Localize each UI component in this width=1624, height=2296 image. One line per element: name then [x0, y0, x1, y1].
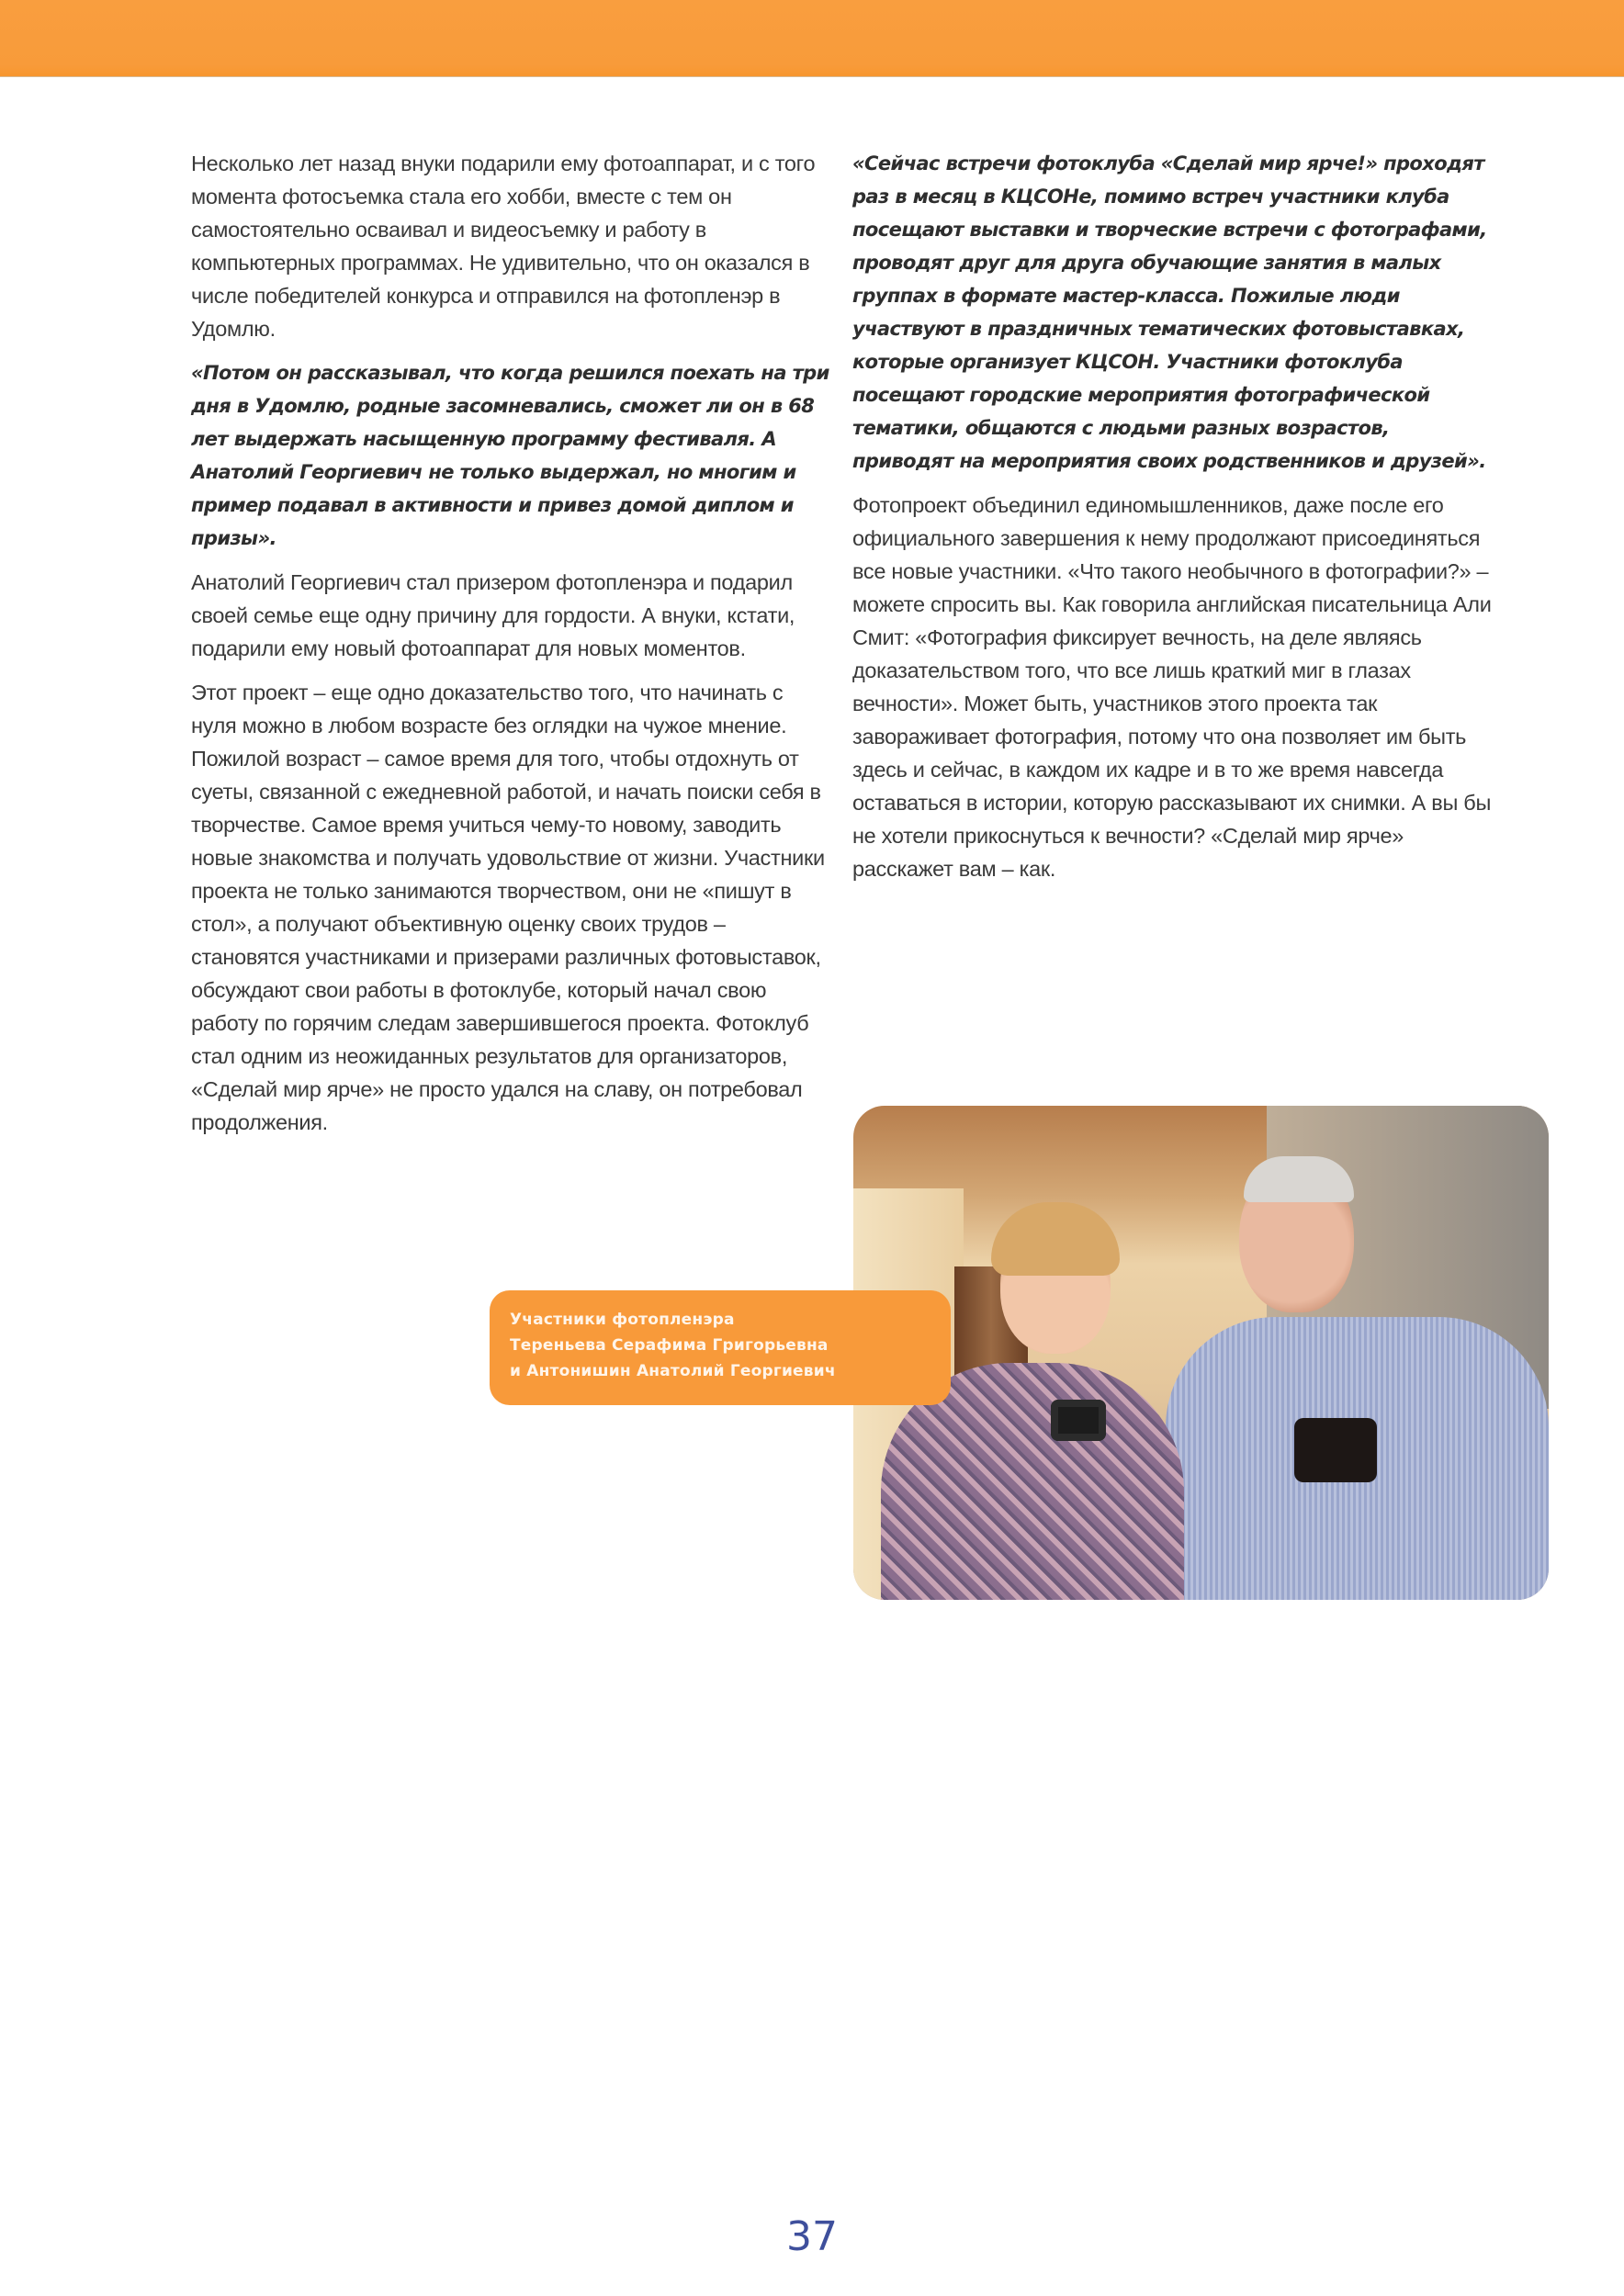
quote-paragraph: «Сейчас встречи фотоклуба «Сделай мир ярче!» проходят раз в месяц в КЦСОНе, помимо встреч участники клуба посещают выставки и творческие встречи с фотографами, проводят друг для друга обучающие занятия в малых группах в формате мастер-класса. Пожилые люди участвуют в праздничных тематических фотовыставках, которые организует КЦСОН. Участники фотоклуба посещают городские мероприятия фотографической тематики, общаются с людьми разных возрастов, приводят на мероприятия своих родственников и друзей». [852, 152, 1487, 472]
left-column [191, 147, 834, 1150]
page-number: 37 [786, 2213, 838, 2260]
paragraph: Этот проект – еще одно доказательство того, что начинать с нуля можно в любом возрасте без оглядки на чужое мнение. Пожилой возраст – самое время для того, чтобы отдохнуть от суеты, связанной с ежедневной работой, и начать поиски себя в творчестве. Самое время учиться чему-то новому, заводить новые знакомства и получать удовольствие от жизни. Участники проекта не только занимаются творчеством, они не «пишут в стол», а получают объективную оценку своих трудов – становятся участниками и призерами различных фотовыставок, обсуждают свои работы в фотоклубе, который начал свою работу по горячим следам завершившегося проекта. Фотоклуб стал одним из неожиданных результатов для организаторов, «Сделай мир ярче» не просто удался на славу, он потребовал продолжения. [191, 681, 825, 1134]
caption-line: Участники фотопленэра [510, 1311, 735, 1329]
caption-line: Тереньева Серафима Григорьевна [510, 1336, 829, 1355]
paragraph: Несколько лет назад внуки подарили ему фотоаппарат, и с того момента фотосъемка стала его хобби, вместе с тем он самостоятельно осваивал и видеосъемку и работу в компьютерных программах. Не удивительно, что он оказался в числе победителей конкурса и отправился на фотопленэр в Удомлю. [191, 152, 816, 341]
right-column [852, 147, 1495, 896]
photo-caption [490, 1290, 951, 1405]
quote-paragraph: «Потом он рассказывал, что когда решился поехать на три дня в Удомлю, родные засомневались, сможет ли он в 68 лет выдержать насыщенную программу фестиваля. А Анатолий Георгиевич не только выдержал, но многим и пример подавал в активности и привез домой диплом и призы». [191, 362, 829, 549]
caption-line: и Антонишин Анатолий Георгиевич [510, 1362, 836, 1380]
paragraph: Фотопроект объединил единомышленников, даже после его официального завершения к нему продолжают присоединяться все новые участники. «Что такого необычного в фотографии?» – можете спросить вы. Как говорила английская писательница Али Смит: «Фотография фиксирует вечность, на деле являясь доказательством того, что все лишь краткий миг в глазах вечности». Может быть, участников этого проекта так завораживает фотография, потому что она позволяет им быть здесь и сейчас, в каждом их кадре и в то же время навсегда оставаться в истории, которую рассказывают их снимки. А вы бы не хотели прикоснуться к вечности? «Сделай мир ярче» расскажет вам – как. [852, 493, 1492, 881]
photo-man-hair [1244, 1156, 1354, 1202]
camera-icon [1051, 1400, 1106, 1441]
header-bar [0, 0, 1624, 77]
paragraph: Анатолий Георгиевич стал призером фотопленэра и подарил своей семье еще одну причину для гордости. А внуки, кстати, подарили ему новый фотоаппарат для новых моментов. [191, 570, 795, 660]
participants-photo [853, 1106, 1549, 1600]
camera-icon [1294, 1418, 1377, 1482]
photo-woman-hair [991, 1202, 1120, 1276]
